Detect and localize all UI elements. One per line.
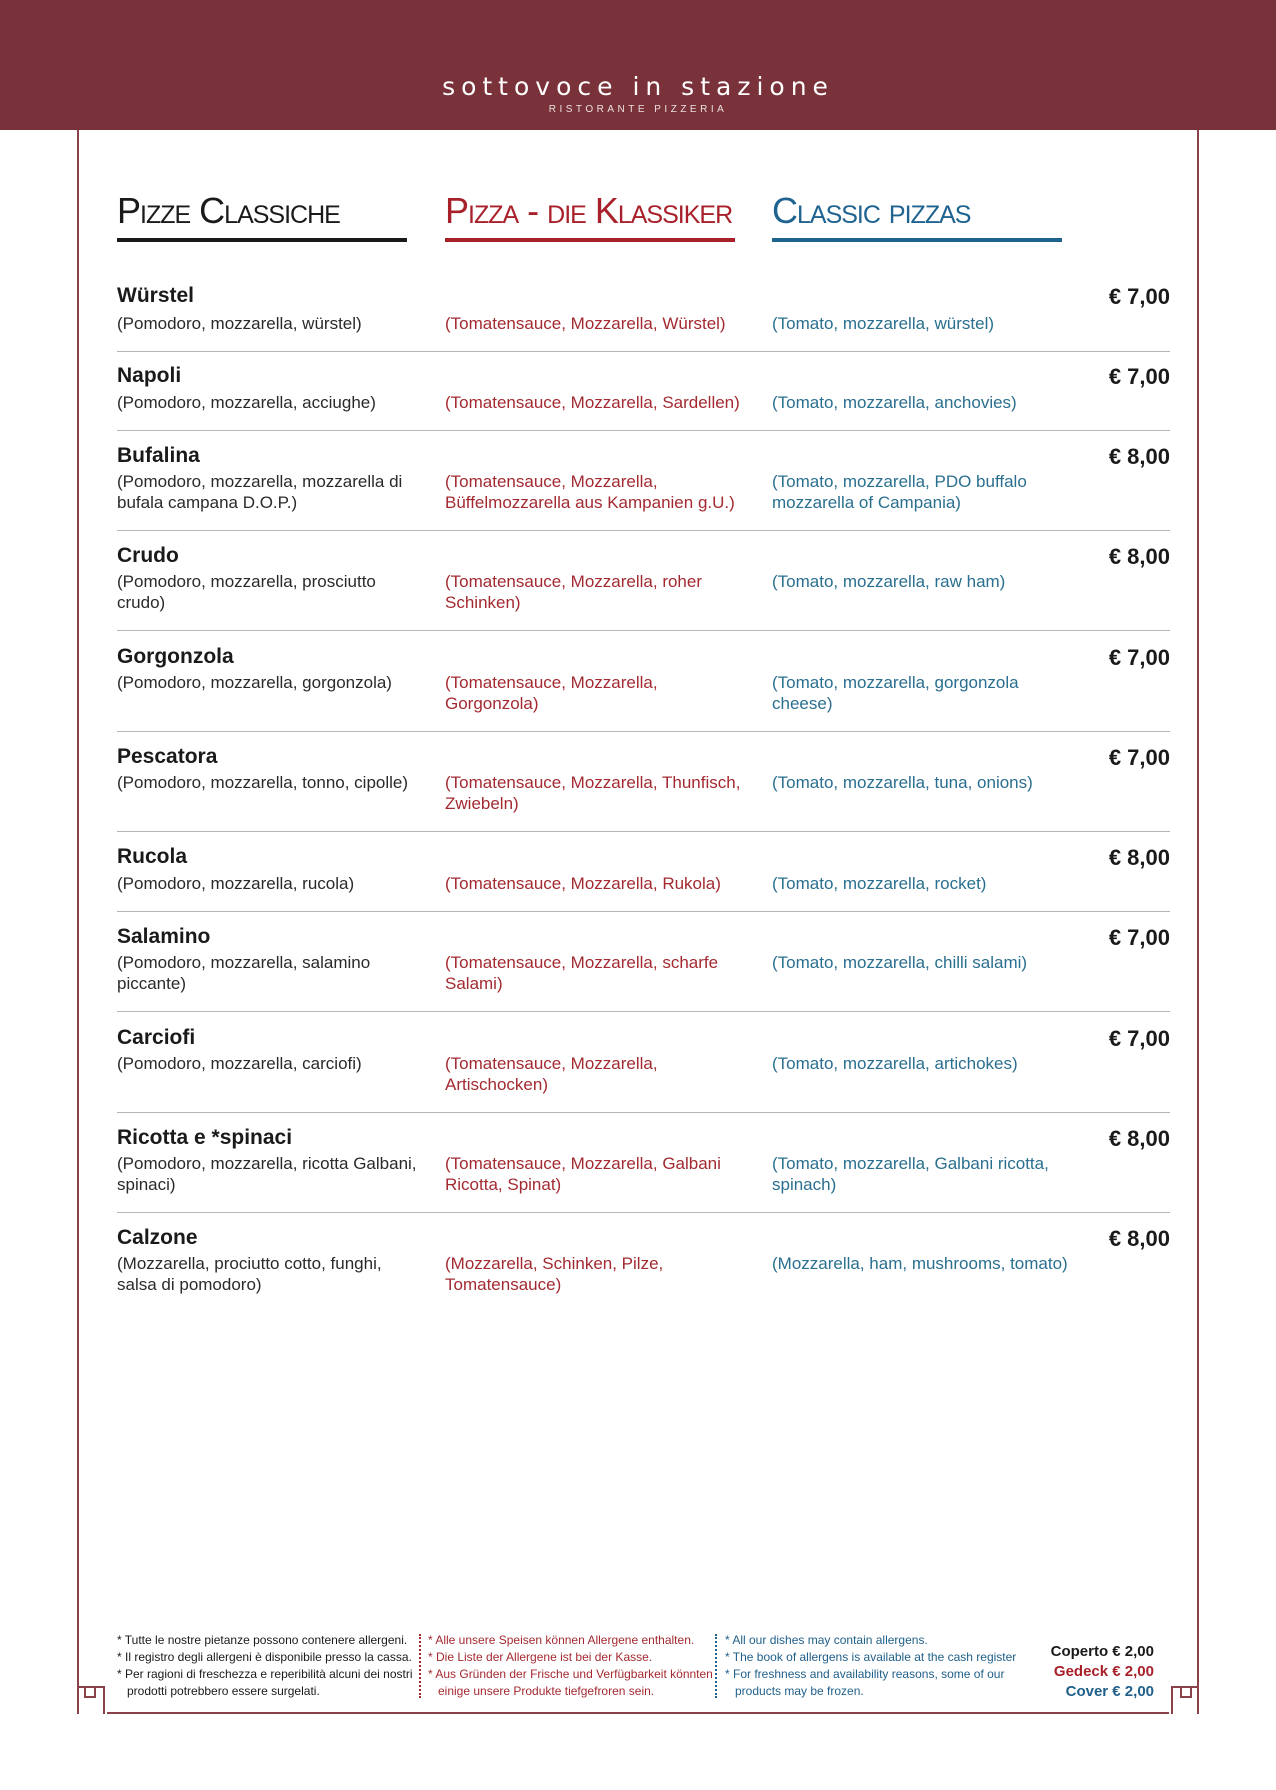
description-english: (Tomato, mozzarella, tuna, onions): [772, 773, 1033, 792]
description-german: (Tomatensauce, Mozzarella, Gorgonzola): [445, 673, 658, 713]
footnote-italian: [117, 1632, 417, 1700]
footnote-line: * Die Liste der Allergene ist bei der Kasse.: [428, 1650, 653, 1664]
footnote-line: * Aus Gründen der Frische und Verfügbarkeit könnten einige unsere Produkte tiefgefroren sein.: [428, 1667, 713, 1698]
footnote-line: * For freshness and availability reasons, some of our products may be frozen.: [725, 1667, 1005, 1698]
pizza-name: Rucola: [117, 845, 188, 868]
description-german: (Tomatensauce, Mozzarella, Galbani Ricotta, Spinat): [445, 1154, 721, 1194]
menu-item-row: [117, 1126, 1170, 1213]
description-italian: (Pomodoro, mozzarella, würstel): [117, 314, 362, 333]
cover-charge-italian: Coperto € 2,00: [1050, 1643, 1154, 1660]
footnote-line: * Tutte le nostre pietanze possono contenere allergeni.: [117, 1633, 408, 1647]
description-german: (Tomatensauce, Mozzarella, Würstel): [445, 314, 726, 333]
footnote-divider: [715, 1634, 717, 1698]
column-heading-german: Pizza - die Klassiker: [445, 190, 735, 242]
frame-bottom-border: [107, 1712, 1169, 1714]
brand-subtitle: RISTORANTE PIZZERIA: [548, 104, 728, 115]
pizza-name: Carciofi: [117, 1026, 196, 1049]
price: € 8,00: [1108, 444, 1170, 469]
menu-item-row: [117, 284, 1170, 352]
price: € 8,00: [1108, 1126, 1170, 1151]
price: € 7,00: [1108, 1026, 1170, 1051]
footnote-line: * All our dishes may contain allergens.: [725, 1633, 928, 1647]
frame-ornament-right: [1180, 1686, 1192, 1698]
pizza-name: Salamino: [117, 925, 211, 948]
menu-item-row: [117, 645, 1170, 732]
menu-item-row: [117, 544, 1170, 631]
footnote-english: [725, 1632, 1025, 1700]
description-english: (Tomato, mozzarella, raw ham): [772, 572, 1006, 591]
footnote-line: * The book of allergens is available at the cash register: [725, 1650, 1017, 1664]
footnote-line: * Alle unsere Speisen können Allergene enthalten.: [428, 1633, 695, 1647]
description-italian: (Pomodoro, mozzarella, carciofi): [117, 1054, 362, 1073]
pizza-name: Gorgonzola: [117, 645, 234, 668]
brand-name: sottovoce in stazione: [442, 72, 834, 101]
pizza-name: Crudo: [117, 544, 179, 567]
description-german: (Tomatensauce, Mozzarella, Sardellen): [445, 393, 740, 412]
description-italian: (Pomodoro, mozzarella, gorgonzola): [117, 673, 392, 692]
description-italian: (Pomodoro, mozzarella, rucola): [117, 874, 355, 893]
price: € 7,00: [1108, 284, 1170, 309]
menu-item-row: [117, 364, 1170, 431]
column-heading-english: Classic pizzas: [772, 190, 1062, 242]
price: € 8,00: [1108, 1226, 1170, 1251]
description-english: (Mozzarella, ham, mushrooms, tomato): [772, 1254, 1068, 1273]
frame-ornament-left: [84, 1686, 96, 1698]
pizza-name: Bufalina: [117, 444, 200, 467]
description-german: (Tomatensauce, Mozzarella, scharfe Salami): [445, 953, 719, 993]
description-italian: (Pomodoro, mozzarella, ricotta Galbani, spinaci): [117, 1154, 417, 1194]
description-english: (Tomato, mozzarella, Galbani ricotta, spinach): [772, 1154, 1049, 1194]
menu-item-row: [117, 1026, 1170, 1113]
description-german: (Tomatensauce, Mozzarella, Rukola): [445, 874, 721, 893]
cover-charge-german: Gedeck € 2,00: [1053, 1663, 1154, 1680]
description-german: (Tomatensauce, Mozzarella, roher Schinken): [445, 572, 703, 612]
frame-right-border: [1197, 130, 1199, 1714]
description-italian: (Mozzarella, prociutto cotto, funghi, salsa di pomodoro): [117, 1254, 382, 1294]
description-german: (Mozzarella, Schinken, Pilze, Tomatensauce): [445, 1254, 664, 1294]
price: € 7,00: [1108, 925, 1170, 950]
description-german: (Tomatensauce, Mozzarella, Artischocken): [445, 1054, 658, 1094]
pizza-name: Ricotta e *spinaci: [117, 1126, 293, 1149]
description-italian: (Pomodoro, mozzarella, tonno, cipolle): [117, 773, 409, 792]
footnote-line: * Per ragioni di freschezza e reperibilità alcuni dei nostri prodotti potrebbero essere surgelati.: [117, 1667, 413, 1698]
description-english: (Tomato, mozzarella, gorgonzola cheese): [772, 673, 1019, 713]
footnote-german: [428, 1632, 718, 1700]
menu-item-row: [117, 845, 1170, 912]
cover-charge-english: Cover € 2,00: [1065, 1683, 1154, 1700]
description-german: (Tomatensauce, Mozzarella, Büffelmozzarella aus Kampanien g.U.): [445, 472, 735, 512]
description-italian: (Pomodoro, mozzarella, mozzarella di bufala campana D.O.P.): [117, 472, 403, 512]
price: € 8,00: [1108, 845, 1170, 870]
price: € 7,00: [1108, 745, 1170, 770]
footnote-line: * Il registro degli allergeni è disponibile presso la cassa.: [117, 1650, 412, 1664]
cover-charge: [1051, 1642, 1154, 1702]
description-italian: (Pomodoro, mozzarella, prosciutto crudo): [117, 572, 376, 612]
header-banner: [0, 0, 1276, 130]
menu-item-row: [117, 444, 1170, 531]
price: € 7,00: [1108, 364, 1170, 389]
description-english: (Tomato, mozzarella, rocket): [772, 874, 987, 893]
pizza-name: Pescatora: [117, 745, 218, 768]
pizza-name: Würstel: [117, 284, 195, 307]
menu-item-row: [117, 745, 1170, 832]
column-heading-italian: Pizze Classiche: [117, 190, 407, 242]
pizza-name: Calzone: [117, 1226, 198, 1249]
price: € 8,00: [1108, 544, 1170, 569]
description-english: (Tomato, mozzarella, chilli salami): [772, 953, 1028, 972]
description-english: (Tomato, mozzarella, PDO buffalo mozzarella of Campania): [772, 472, 1027, 512]
frame-left-border: [77, 130, 79, 1714]
footnote-divider: [419, 1634, 421, 1698]
description-italian: (Pomodoro, mozzarella, salamino piccante): [117, 953, 371, 993]
description-german: (Tomatensauce, Mozzarella, Thunfisch, Zwiebeln): [445, 773, 741, 813]
price: € 7,00: [1108, 645, 1170, 670]
menu-item-row: [117, 925, 1170, 1012]
menu-item-row: [117, 1226, 1170, 1312]
description-english: (Tomato, mozzarella, artichokes): [772, 1054, 1018, 1073]
description-english: (Tomato, mozzarella, anchovies): [772, 393, 1017, 412]
description-english: (Tomato, mozzarella, würstel): [772, 314, 995, 333]
pizza-name: Napoli: [117, 364, 182, 387]
description-italian: (Pomodoro, mozzarella, acciughe): [117, 393, 376, 412]
